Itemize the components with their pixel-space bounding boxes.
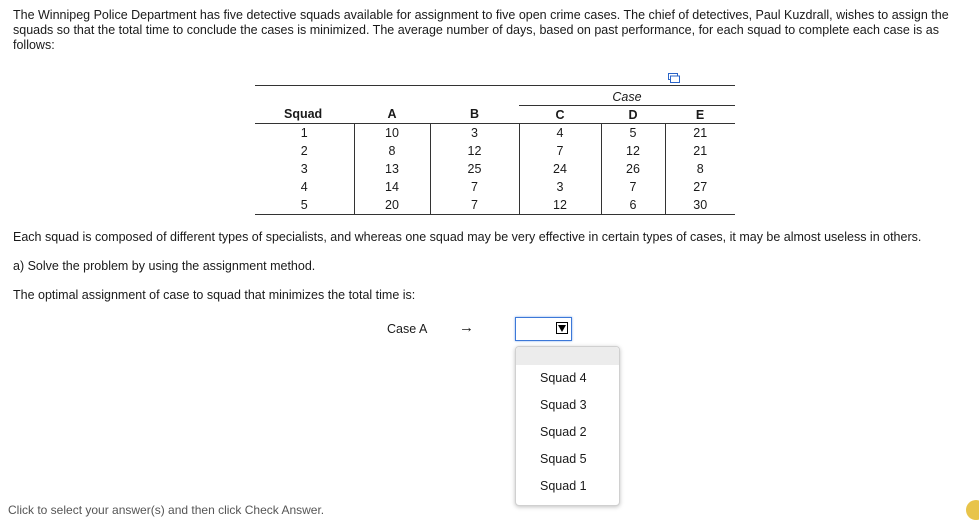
option-squad-5[interactable]: Squad 5 (540, 452, 587, 466)
table-cell: 12 (601, 142, 665, 160)
table-cell: 12 (430, 142, 519, 160)
table-row (255, 196, 735, 215)
case-a-squad-select[interactable] (515, 317, 572, 341)
footer-instruction: Click to select your answer(s) and then click Check Answer. (8, 503, 325, 517)
table-row (255, 142, 735, 160)
option-squad-2[interactable]: Squad 2 (540, 425, 587, 439)
case-squad-table (255, 85, 735, 215)
column-header: A (354, 106, 430, 124)
squad-header: Squad (255, 106, 354, 124)
right-arrow-icon: → (459, 319, 474, 336)
table-cell: 20 (354, 196, 430, 215)
specialist-note: Each squad is composed of different types of specialists, and whereas one squad may be very effective in certain types of cases, it may be almost useless in others. (13, 230, 922, 244)
option-squad-4[interactable]: Squad 4 (540, 371, 587, 385)
column-header: C (519, 106, 601, 124)
table-cell: 8 (354, 142, 430, 160)
table-cell: 21 (665, 124, 735, 143)
dropdown-caret-icon[interactable] (556, 322, 568, 334)
table-cell: 3 (430, 124, 519, 143)
empty-option[interactable] (516, 347, 619, 365)
part-a-instruction: a) Solve the problem by using the assignment method. (13, 259, 316, 273)
column-header: B (430, 106, 519, 124)
copy-table-icon[interactable] (668, 73, 680, 83)
option-squad-1[interactable]: Squad 1 (540, 479, 587, 493)
table-row (255, 178, 735, 196)
table-row (255, 124, 735, 143)
table-cell: 7 (430, 178, 519, 196)
case-header: Case (519, 88, 735, 106)
table-cell: 24 (519, 160, 601, 178)
table-cell: 5 (601, 124, 665, 143)
column-header: D (601, 106, 665, 124)
squad-number: 4 (300, 180, 308, 194)
table-cell: 13 (354, 160, 430, 178)
squad-number: 1 (300, 126, 308, 140)
help-icon[interactable] (966, 500, 979, 520)
table-row (255, 160, 735, 178)
table-cell: 10 (354, 124, 430, 143)
table-cell: 7 (519, 142, 601, 160)
table-cell: 7 (601, 178, 665, 196)
case-a-label: Case A (387, 322, 428, 336)
column-header: E (665, 106, 735, 124)
squad-number: 5 (255, 196, 354, 215)
table-cell: 3 (519, 178, 601, 196)
table-cell: 4 (519, 124, 601, 143)
table-cell: 21 (665, 142, 735, 160)
table-cell: 8 (665, 160, 735, 178)
squad-options-menu (515, 346, 620, 506)
table-cell: 27 (665, 178, 735, 196)
table-cell: 26 (601, 160, 665, 178)
table-cell: 7 (430, 196, 519, 215)
option-squad-3[interactable]: Squad 3 (540, 398, 587, 412)
table-cell: 25 (430, 160, 519, 178)
table-cell: 12 (519, 196, 601, 215)
problem-intro: The Winnipeg Police Department has five detective squads available for assignment to five open crime cases. The chief of detectives, Paul Kuzdrall, wishes to assign the squads so that the total time to conclude the cases is minimized. The average number of days, based on past performance, for each squad to complete each case is as follows: (13, 8, 949, 52)
table-cell: 14 (354, 178, 430, 196)
squad-number: 3 (300, 162, 308, 176)
table-cell: 6 (601, 196, 665, 215)
answer-prompt: The optimal assignment of case to squad that minimizes the total time is: (13, 288, 416, 302)
table-cell: 30 (665, 196, 735, 215)
squad-number: 2 (300, 144, 308, 158)
